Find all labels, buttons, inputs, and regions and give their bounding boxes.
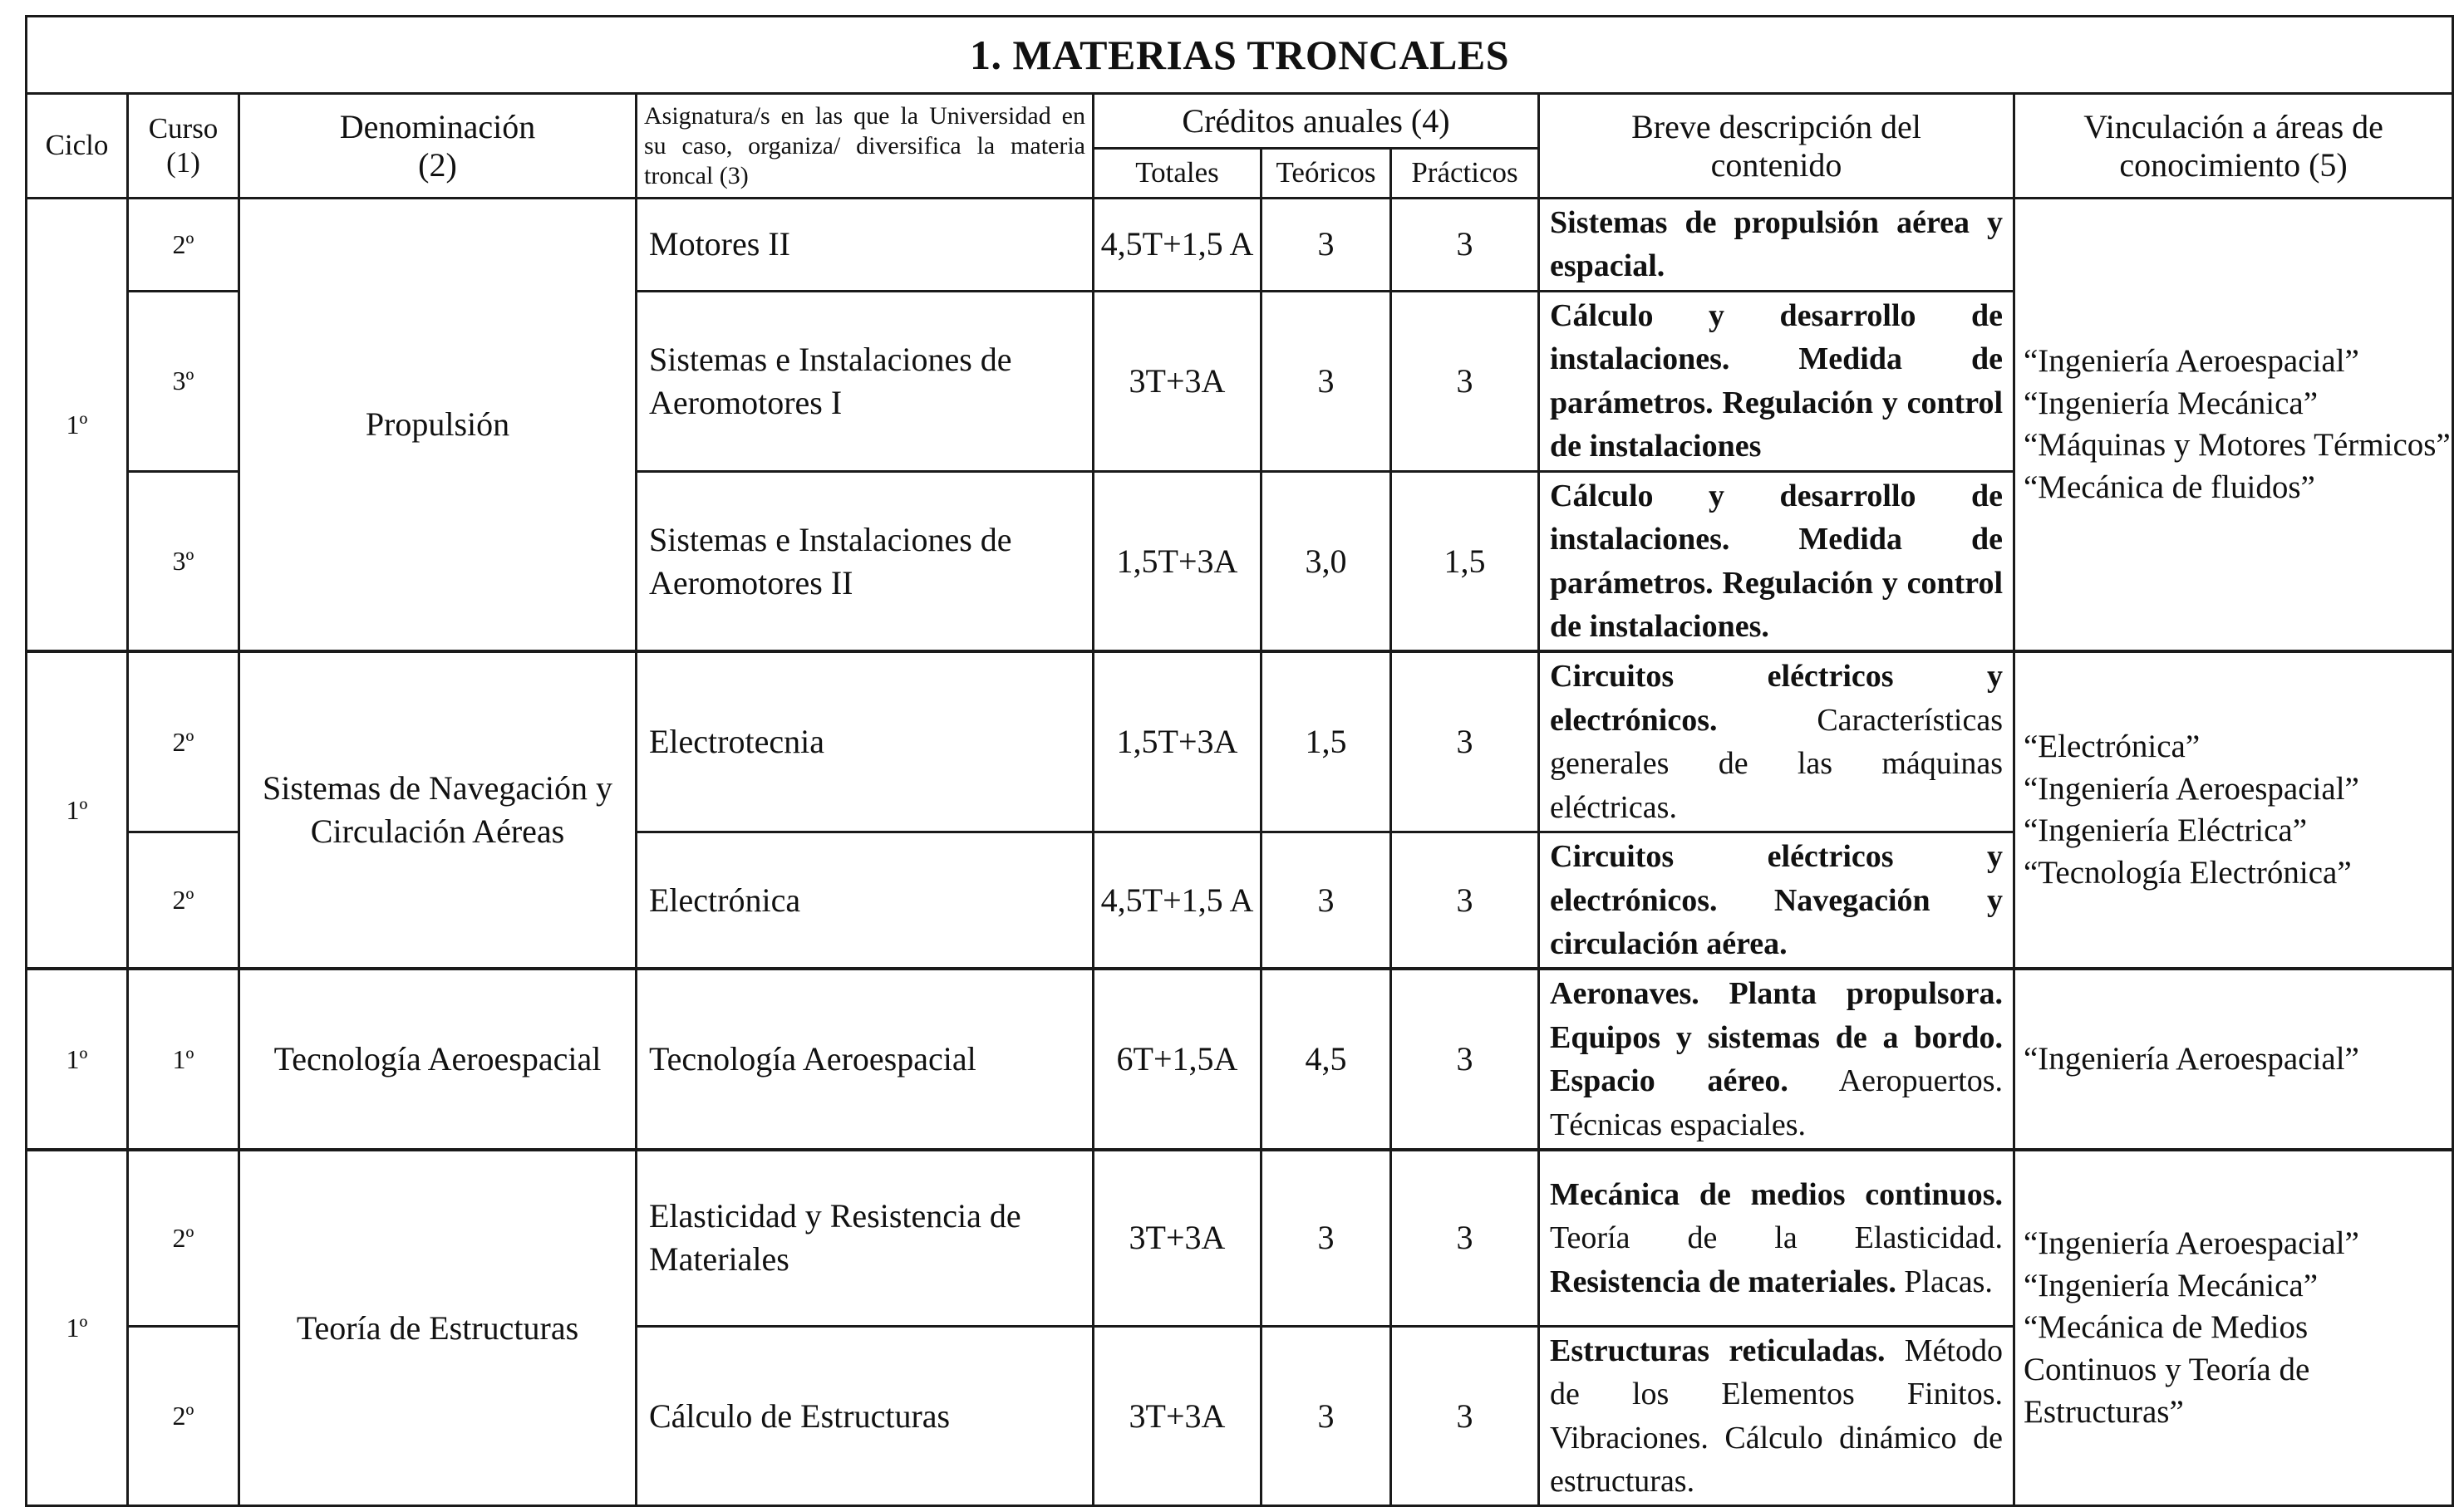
teoricos-cell: 4,5	[1262, 969, 1391, 1150]
descripcion-bold-text: Circuitos eléctricos y electrónicos.	[1550, 659, 2003, 738]
descripcion-cell	[1539, 832, 2014, 969]
vinculacion-cell	[2014, 651, 2453, 969]
descripcion-bold-text: Mecánica de medios continuos.	[1550, 1176, 2003, 1212]
curso-cell: 2º	[128, 199, 239, 292]
area-item: “Electrónica”	[2024, 729, 2201, 765]
area-item: “Ingeniería Aeroespacial”	[2024, 770, 2359, 807]
totales-cell: 3T+3A	[1094, 291, 1262, 471]
area-item: “Ingeniería Mecánica”	[2024, 385, 2319, 421]
descripcion-text: Teoría de la Elasticidad.	[1550, 1220, 2003, 1256]
descripcion-cell	[1539, 1150, 2014, 1326]
document-sheet	[25, 15, 2452, 1507]
totales-cell: 4,5T+1,5 A	[1094, 832, 1262, 969]
descripcion-cell	[1539, 1326, 2014, 1506]
teoricos-cell: 1,5	[1262, 651, 1391, 832]
descripcion-text: Método de los Elementos Finitos. Vibraciones. Cálculo dinámico de estructuras.	[1550, 1333, 2003, 1499]
ciclo-cell: 1º	[27, 1150, 128, 1506]
table-body	[27, 199, 2453, 1506]
asignatura-cell: Cálculo de Estructuras	[637, 1326, 1094, 1506]
table-row	[27, 651, 2453, 832]
teoricos-cell: 3	[1262, 291, 1391, 471]
area-item: “Ingeniería Mecánica”	[2024, 1267, 2319, 1303]
curso-cell: 2º	[128, 832, 239, 969]
totales-cell: 6T+1,5A	[1094, 969, 1262, 1150]
descripcion-bold-text: Cálculo y desarrollo de instalaciones. Medida de parámetros. Regulación y control de instalaciones	[1550, 297, 2003, 464]
descripcion-cell	[1539, 969, 2014, 1150]
header-teoricos: Teóricos	[1262, 149, 1391, 199]
area-item: “Mecánica de fluidos”	[2024, 469, 2315, 505]
teoricos-cell: 3	[1262, 832, 1391, 969]
practicos-cell: 1,5	[1391, 471, 1539, 651]
practicos-cell: 3	[1391, 199, 1539, 292]
descripcion-bold-text: Circuitos eléctricos y electrónicos. Navegación y circulación aérea.	[1550, 839, 2003, 961]
curso-cell: 2º	[128, 1150, 239, 1326]
denominacion-cell: Teoría de Estructuras	[239, 1150, 637, 1506]
header-denominacion-note: (2)	[418, 145, 457, 184]
descripcion-bold-text: Aeronaves. Planta propulsora. Equipos y sistemas de a bordo. Espacio aéreo.	[1550, 976, 2003, 1099]
header-descripcion: Breve descripción del contenido	[1539, 94, 2014, 199]
ciclo-cell: 1º	[27, 969, 128, 1150]
table-row	[27, 1150, 2453, 1326]
denominacion-cell: Tecnología Aeroespacial	[239, 969, 637, 1150]
asignatura-cell: Sistemas e Instalaciones de Aeromotores II	[637, 471, 1094, 651]
table-row	[27, 969, 2453, 1150]
descripcion-cell	[1539, 471, 2014, 651]
vinculacion-cell	[2014, 969, 2453, 1150]
curso-cell: 3º	[128, 471, 239, 651]
vinculacion-cell	[2014, 1150, 2453, 1506]
teoricos-cell: 3,0	[1262, 471, 1391, 651]
vinculacion-cell	[2014, 199, 2453, 652]
header-curso	[128, 94, 239, 199]
denominacion-cell: Sistemas de Navegación y Circulación Aéreas	[239, 651, 637, 969]
totales-cell: 1,5T+3A	[1094, 651, 1262, 832]
header-denominacion-label: Denominación	[339, 107, 536, 145]
header-creditos: Créditos anuales (4)	[1094, 94, 1539, 149]
ciclo-cell: 1º	[27, 199, 128, 652]
asignatura-cell: Elasticidad y Resistencia de Materiales	[637, 1150, 1094, 1326]
curso-cell: 1º	[128, 969, 239, 1150]
totales-cell: 1,5T+3A	[1094, 471, 1262, 651]
ciclo-cell: 1º	[27, 651, 128, 969]
header-ciclo: Ciclo	[27, 94, 128, 199]
area-item: “Máquinas y Motores Térmicos”	[2024, 427, 2451, 464]
descripcion-bold-text: Estructuras reticuladas.	[1550, 1333, 1886, 1368]
area-item: “Ingeniería Aeroespacial”	[2024, 1225, 2359, 1262]
area-item: “Mecánica de Medios Continuos y Teoría de Estructuras”	[2024, 1309, 2310, 1430]
descripcion-bold-text: Resistencia de materiales.	[1550, 1264, 1896, 1299]
descripcion-cell	[1539, 199, 2014, 292]
header-practicos: Prácticos	[1391, 149, 1539, 199]
area-item: “Ingeniería Eléctrica”	[2024, 812, 2308, 849]
practicos-cell: 3	[1391, 291, 1539, 471]
practicos-cell: 3	[1391, 651, 1539, 832]
header-denominacion	[239, 94, 637, 199]
header-curso-note: (1)	[166, 145, 200, 179]
totales-cell: 3T+3A	[1094, 1326, 1262, 1506]
header-totales: Totales	[1094, 149, 1262, 199]
denominacion-cell: Propulsión	[239, 199, 637, 652]
header-asignaturas: Asignatura/s en las que la Universidad en su caso, organiza/ diversifica la materia troncal (3)	[637, 94, 1094, 199]
teoricos-cell: 3	[1262, 199, 1391, 292]
header-curso-label: Curso	[148, 112, 219, 145]
curso-cell: 3º	[128, 291, 239, 471]
descripcion-bold-text: Sistemas de propulsión aérea y espacial.	[1550, 205, 2003, 284]
practicos-cell: 3	[1391, 969, 1539, 1150]
area-item: “Ingeniería Aeroespacial”	[2024, 1040, 2359, 1077]
asignatura-cell: Tecnología Aeroespacial	[637, 969, 1094, 1150]
curso-cell: 2º	[128, 1326, 239, 1506]
descripcion-cell	[1539, 291, 2014, 471]
totales-cell: 4,5T+1,5 A	[1094, 199, 1262, 292]
teoricos-cell: 3	[1262, 1150, 1391, 1326]
descripcion-text: Aeropuertos. Técnicas espaciales.	[1550, 1063, 2003, 1142]
materias-table	[25, 15, 2454, 1507]
area-item: “Tecnología Electrónica”	[2024, 855, 2352, 891]
totales-cell: 3T+3A	[1094, 1150, 1262, 1326]
teoricos-cell: 3	[1262, 1326, 1391, 1506]
asignatura-cell: Electrónica	[637, 832, 1094, 969]
descripcion-cell	[1539, 651, 2014, 832]
asignatura-cell: Electrotecnia	[637, 651, 1094, 832]
descripcion-text: Características generales de las máquinas eléctricas.	[1550, 702, 2003, 825]
curso-cell: 2º	[128, 651, 239, 832]
practicos-cell: 3	[1391, 1326, 1539, 1506]
descripcion-bold-text: Cálculo y desarrollo de instalaciones. Medida de parámetros. Regulación y control de instalaciones.	[1550, 478, 2003, 644]
practicos-cell: 3	[1391, 832, 1539, 969]
header-vinculacion: Vinculación a áreas de conocimiento (5)	[2014, 94, 2453, 199]
table-row	[27, 199, 2453, 292]
table-title: 1. MATERIAS TRONCALES	[27, 17, 2453, 94]
practicos-cell: 3	[1391, 1150, 1539, 1326]
asignatura-cell: Sistemas e Instalaciones de Aeromotores I	[637, 291, 1094, 471]
area-item: “Ingeniería Aeroespacial”	[2024, 342, 2359, 379]
asignatura-cell: Motores II	[637, 199, 1094, 292]
descripcion-text: Placas.	[1896, 1264, 1993, 1299]
